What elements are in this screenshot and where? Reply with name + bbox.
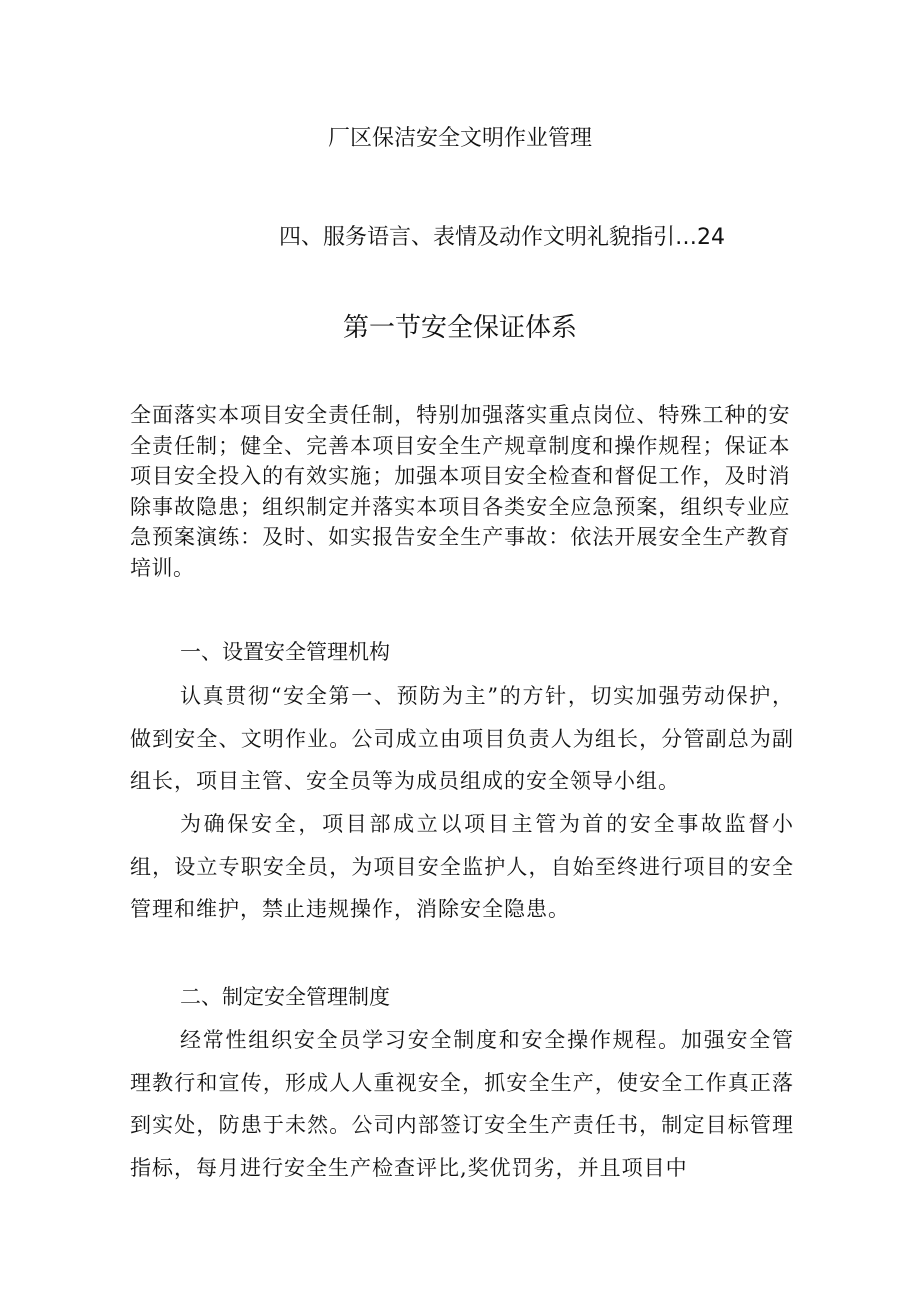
section-title: 第一节安全保证体系 <box>342 313 577 343</box>
section-heading-1: 一、设置安全管理机构 <box>180 640 390 664</box>
section-1-paragraph-2: 为确保安全，项目部成立以项目主管为首的安全事故监督小组，设立专职安全员，为项目安全监护人，自始至终进行项目的安全管理和维护，禁止违规操作，消除安全隐患。 <box>130 812 794 921</box>
intro-paragraph: 全面落实本项目安全责任制，特别加强落实重点岗位、特殊工种的安全责任制；健全、完善本项目安全生产规章制度和操作规程；保证本项目安全投入的有效实施；加强本项目安全检查和督促工作，及时消除事故隐患；组织制定并落实本项目各类安全应急预案，组织专业应急预案演练：及时、如实报告安全生产事故：依法开展安全生产教育培训。 <box>130 403 790 580</box>
section-2-paragraph-1: 经常性组织安全员学习安全制度和安全操作规程。加强安全管理教行和宣传，形成人人重视安全，抓安全生产，使安全工作真正落到实处，防患于未然。公司内部签订安全生产责任书，制定目标管理指标，每月进行安全生产检查评比,奖优罚劣，并且项目中 <box>130 1028 794 1180</box>
section-heading-2: 二、制定安全管理制度 <box>180 985 390 1009</box>
document-title: 厂区保洁安全文明作业管理 <box>327 126 592 151</box>
section-1-paragraph-1: 认真贯彻“安全第一、预防为主”的方针，切实加强劳动保护，做到安全、文明作业。公司成立由项目负责人为组长，分管副总为副组长，项目主管、安全员等为成员组成的安全领导小组。 <box>130 684 794 793</box>
toc-entry: 四、服务语言、表情及动作文明礼貌指引…24 <box>279 225 725 250</box>
